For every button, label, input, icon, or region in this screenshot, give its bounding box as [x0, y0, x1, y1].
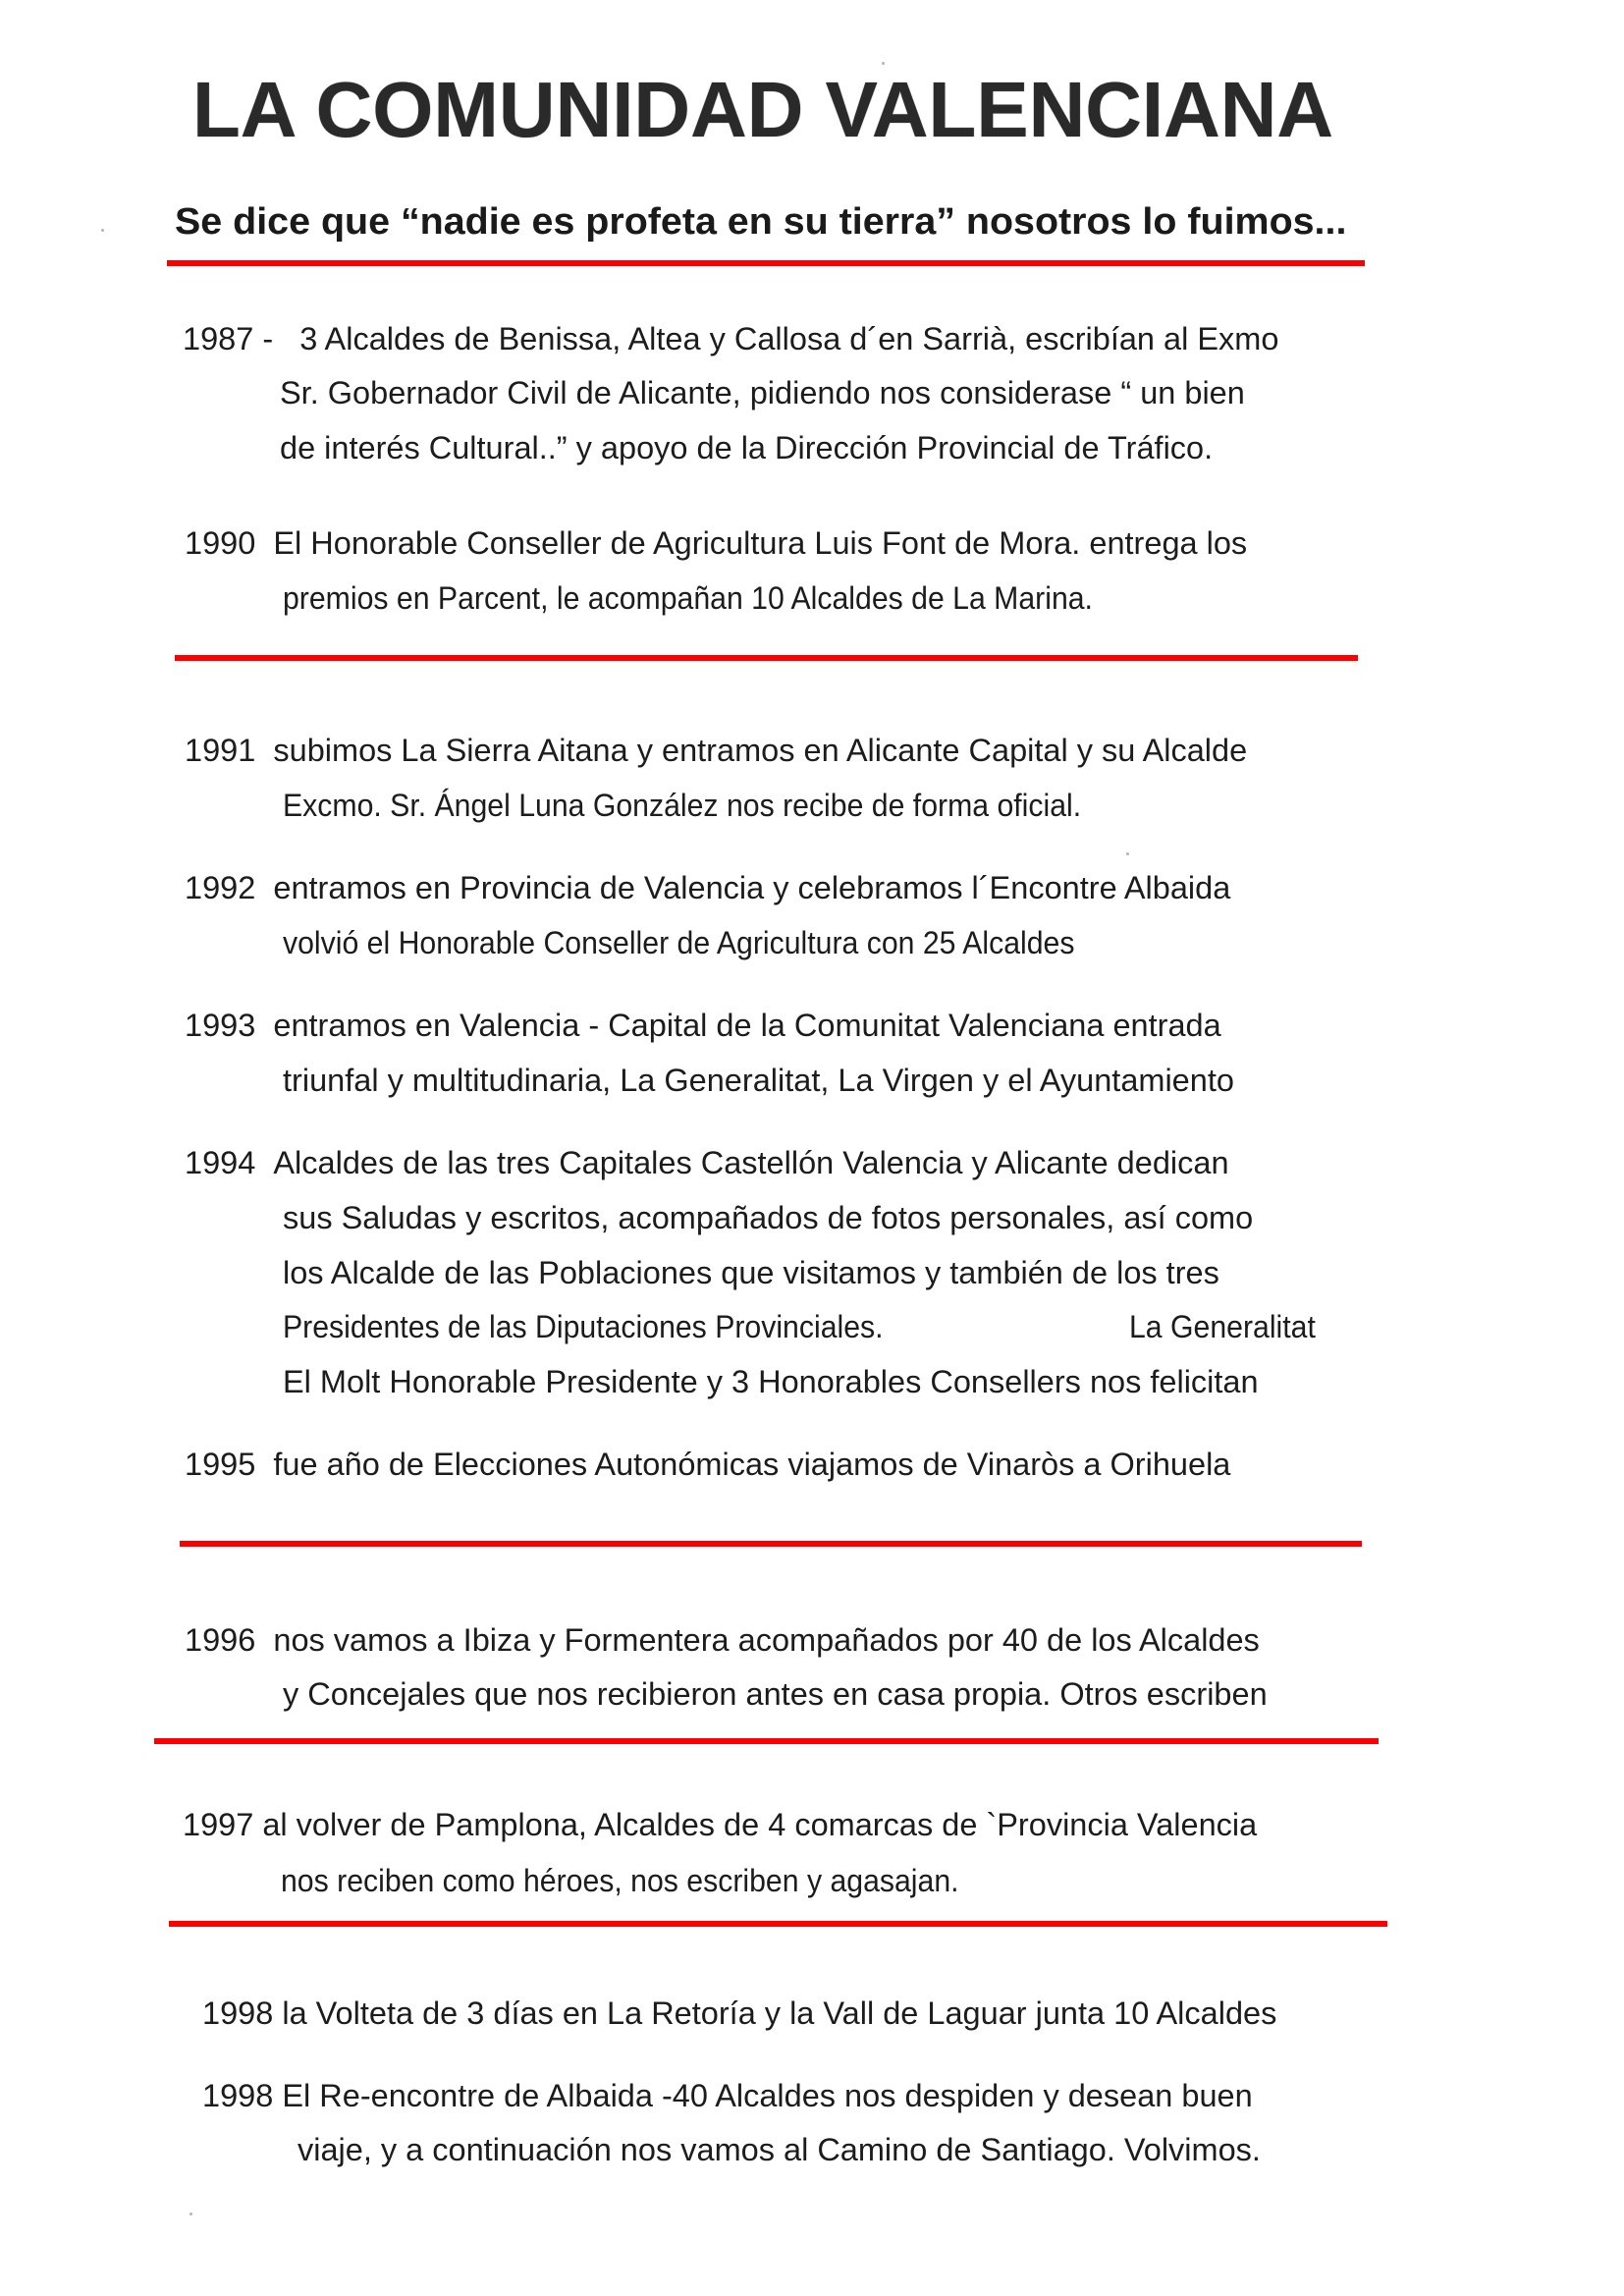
entry-1995-line-1	[185, 1445, 1230, 1484]
entry-year: 1993	[185, 1008, 256, 1043]
entry-1996-line-2: y Concejales que nos recibieron antes en casa propia. Otros escriben	[283, 1676, 1268, 1712]
document-title: LA COMUNIDAD VALENCIANA	[192, 66, 1334, 153]
entry-1993-line-1	[185, 1006, 1221, 1045]
entry-text: al volver de Pamplona, Alcaldes de 4 comarcas de `Provincia Valencia	[262, 1807, 1258, 1842]
entry-1997-line-1	[183, 1805, 1257, 1844]
entry-1996-line-1	[185, 1620, 1260, 1660]
scan-speck	[101, 229, 104, 232]
entry-1994-line-3: los Alcalde de las Poblaciones que visitamos y también de los tres	[283, 1255, 1219, 1290]
scan-speck	[189, 2213, 192, 2215]
entry-text: entramos en Valencia - Capital de la Comunitat Valenciana entrada	[273, 1008, 1221, 1043]
entry-1994-line-1	[185, 1143, 1229, 1182]
red-divider	[169, 1921, 1387, 1927]
entry-year: 1990	[185, 525, 256, 561]
red-divider	[175, 655, 1358, 661]
entry-1998-b-line-2: viaje, y a continuación nos vamos al Camino de Santiago. Volvimos.	[298, 2132, 1261, 2167]
red-divider	[180, 1541, 1362, 1547]
document-subtitle: Se dice que “nadie es profeta en su tierra” nosotros lo fuimos...	[175, 201, 1347, 243]
entry-text: la Volteta de 3 días en La Retoría y la Vall de Laguar junta 10 Alcaldes	[282, 1995, 1277, 2031]
entry-text: El Re-encontre de Albaida -40 Alcaldes nos despiden y desean buen	[282, 2078, 1253, 2113]
entry-year: 1996	[185, 1622, 256, 1658]
entry-text: Alcaldes de las tres Capitales Castellón Valencia y Alicante dedican	[273, 1145, 1229, 1180]
entry-1991-line-2: Excmo. Sr. Ángel Luna González nos recibe de forma oficial.	[283, 788, 1082, 823]
entry-text: fue año de Elecciones Autonómicas viajamos de Vinaròs a Orihuela	[273, 1447, 1231, 1482]
entry-1997-line-2: nos reciben como héroes, nos escriben y agasajan.	[281, 1863, 959, 1898]
entry-year: 1994	[185, 1145, 256, 1180]
entry-year: 1991	[185, 733, 256, 768]
entry-text: subimos La Sierra Aitana y entramos en Alicante Capital y su Alcalde	[273, 733, 1248, 768]
entry-1987-line-3: de interés Cultural..” y apoyo de la Dirección Provincial de Tráfico.	[280, 430, 1214, 465]
entry-1993-line-2: triunfal y multitudinaria, La Generalitat, La Virgen y el Ayuntamiento	[283, 1063, 1234, 1098]
entry-year: 1997	[183, 1807, 254, 1842]
red-divider	[167, 260, 1365, 266]
entry-year: 1987 -	[183, 321, 274, 356]
entry-1990-line-2: premios en Parcent, le acompañan 10 Alcaldes de La Marina.	[283, 580, 1093, 616]
entry-1994-line-2: sus Saludas y escritos, acompañados de fotos personales, así como	[283, 1200, 1254, 1235]
entry-1998-a-line-1	[202, 1994, 1276, 2033]
entry-year: 1998	[202, 2078, 274, 2113]
entry-text: nos vamos a Ibiza y Formentera acompañados por 40 de los Alcaldes	[273, 1622, 1260, 1658]
scan-speck	[882, 62, 885, 65]
entry-1992-line-1	[185, 868, 1230, 907]
entry-1987-line-2: Sr. Gobernador Civil de Alicante, pidiendo nos considerase “ un bien	[280, 375, 1245, 410]
entry-1987-line-1	[183, 319, 1278, 358]
entry-1998-b-line-1	[202, 2076, 1253, 2115]
entry-text: entramos en Provincia de Valencia y celebramos l´Encontre Albaida	[273, 870, 1231, 905]
entry-1994-line-4-right: La Generalitat	[1129, 1309, 1316, 1344]
entry-year: 1998	[202, 1995, 274, 2031]
entry-1992-line-2: volvió el Honorable Conseller de Agricultura con 25 Alcaldes	[283, 925, 1075, 960]
entry-1990-line-1	[185, 523, 1247, 563]
scan-speck	[1126, 852, 1129, 855]
red-divider	[154, 1738, 1379, 1744]
entry-text: El Honorable Conseller de Agricultura Luis Font de Mora. entrega los	[273, 525, 1248, 561]
entry-year: 1992	[185, 870, 256, 905]
entry-year: 1995	[185, 1447, 256, 1482]
entry-text: 3 Alcaldes de Benissa, Altea y Callosa d´en Sarrià, escribían al Exmo	[299, 321, 1279, 356]
entry-1994-line-4: Presidentes de las Diputaciones Provinciales.	[283, 1309, 884, 1344]
entry-1994-line-5: El Molt Honorable Presidente y 3 Honorables Consellers nos felicitan	[283, 1364, 1259, 1399]
entry-1991-line-1	[185, 731, 1247, 770]
